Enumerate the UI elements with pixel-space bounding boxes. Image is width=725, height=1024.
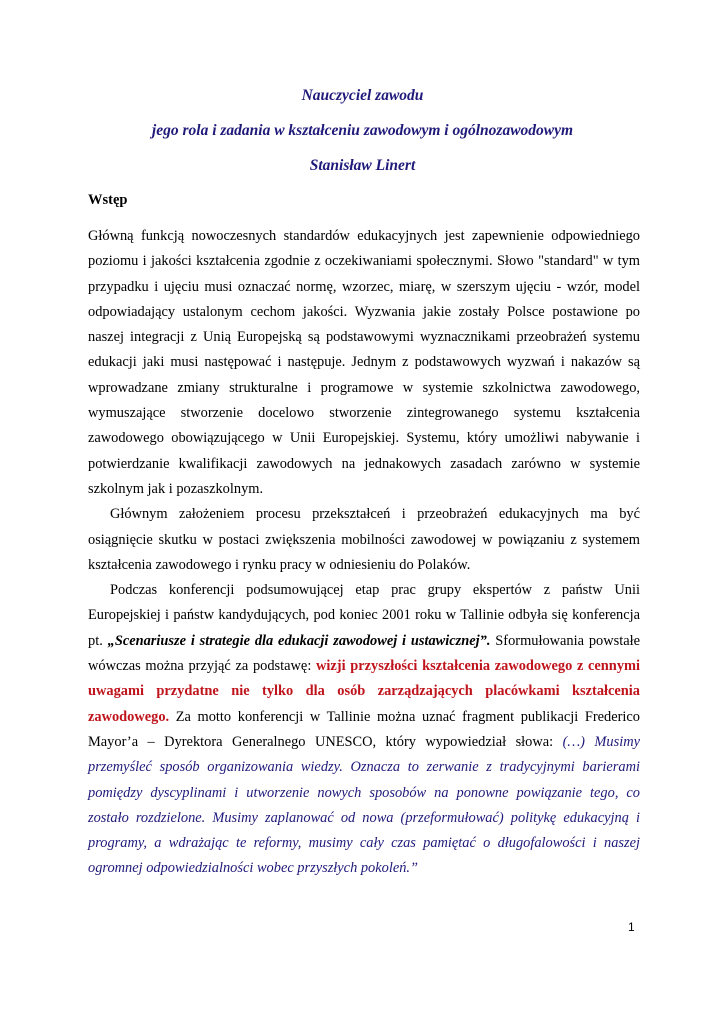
unesco-quote: (…) Musimy przemyśleć sposób organizowania wiedzy. Oznacza to zerwanie z tradycyjnymi barierami pomiędzy dyscyplinami i utworzenie nowych sposobów na ponowne powiązanie tego, co zostało rozdzielone. Musimy zaplanować od nowa (przeformułować) politykę edukacyjną i programy, a wdrażając te reformy, musimy cały czas pamiętać o długofalowości i naszej ogromnej odpowiedzialności wobec przyszłych pokoleń.”: [88, 733, 640, 877]
conference-title: „Scenariusze i strategie dla edukacji zawodowej i ustawicznej”.: [107, 632, 491, 649]
document-title: Nauczyciel zawodu: [301, 87, 424, 104]
document-body: [88, 224, 640, 882]
highlighted-text: wizji przyszłości kształcenia zawodowego z cennymi uwagami przydatne nie tylko dla osób zarządzających placówkami kształcenia zawodowego.: [88, 658, 640, 725]
paragraph-2: Głównym założeniem procesu przekształceń i przeobrażeń edukacyjnych ma być osiągnięcie skutku w postaci zwiększenia mobilności zawodowej w powiązaniu z systemem kształcenia zawodowego i rynku pracy w odniesieniu do Polaków.: [88, 506, 640, 573]
document-subtitle: jego rola i zadania w kształceniu zawodowym i ogólnozawodowym: [151, 122, 574, 139]
document-author: Stanisław Linert: [309, 157, 416, 174]
paragraph-3: [88, 578, 640, 882]
paragraph-3-intro: Podczas konferencji podsumowującej etap prac grupy ekspertów z państw Unii Europejskiej i państw kandydujących, pod koniec 2001 roku w Tallinie odbyła się konferencja pt.: [88, 582, 640, 649]
section-heading: Wstęp: [88, 192, 128, 208]
paragraph-1: Główną funkcją nowoczesnych standardów edukacyjnych jest zapewnienie odpowiedniego poziomu i jakości kształcenia zgodnie z oczekiwaniami społecznymi. Słowo "standard" w tym przypadku i ujęciu musi oznaczać normę, wzorzec, miarę, w szerszym ujęciu - wzór, model odpowiadający ustalonym cechom jakości. Wyzwania jakie zostały Polsce postawione po naszej integracji z Unią Europejską są podstawowymi wyznacznikami przeobrażeń systemu edukacji jaki musi następować i następuje. Jednym z podstawowych wyzwań i nakazów są wprowadzane zmiany strukturalne i programowe w systemie szkolnictwa zawodowego, wymuszające stworzenie docelowo stworzenie zintegrowanego systemu kształcenia zawodowego obowiązującego w Unii Europejskiej. Systemu, który umożliwi nabywanie i potwierdzanie kwalifikacji zawodowych na jednakowych zasadach zarówno w systemie szkolnym jak i pozaszkolnym.: [88, 228, 640, 497]
paragraph-3-mid: Sformułowania powstałe wówczas można przyjąć za podstawę:: [88, 632, 640, 675]
paragraph-3-motto: Za motto konferencji w Tallinie można uznać fragment publikacji Frederico Mayor’a – Dyrektora Generalnego UNESCO, który wypowiedział słowa:: [88, 708, 640, 750]
page-number: 1: [628, 920, 635, 934]
